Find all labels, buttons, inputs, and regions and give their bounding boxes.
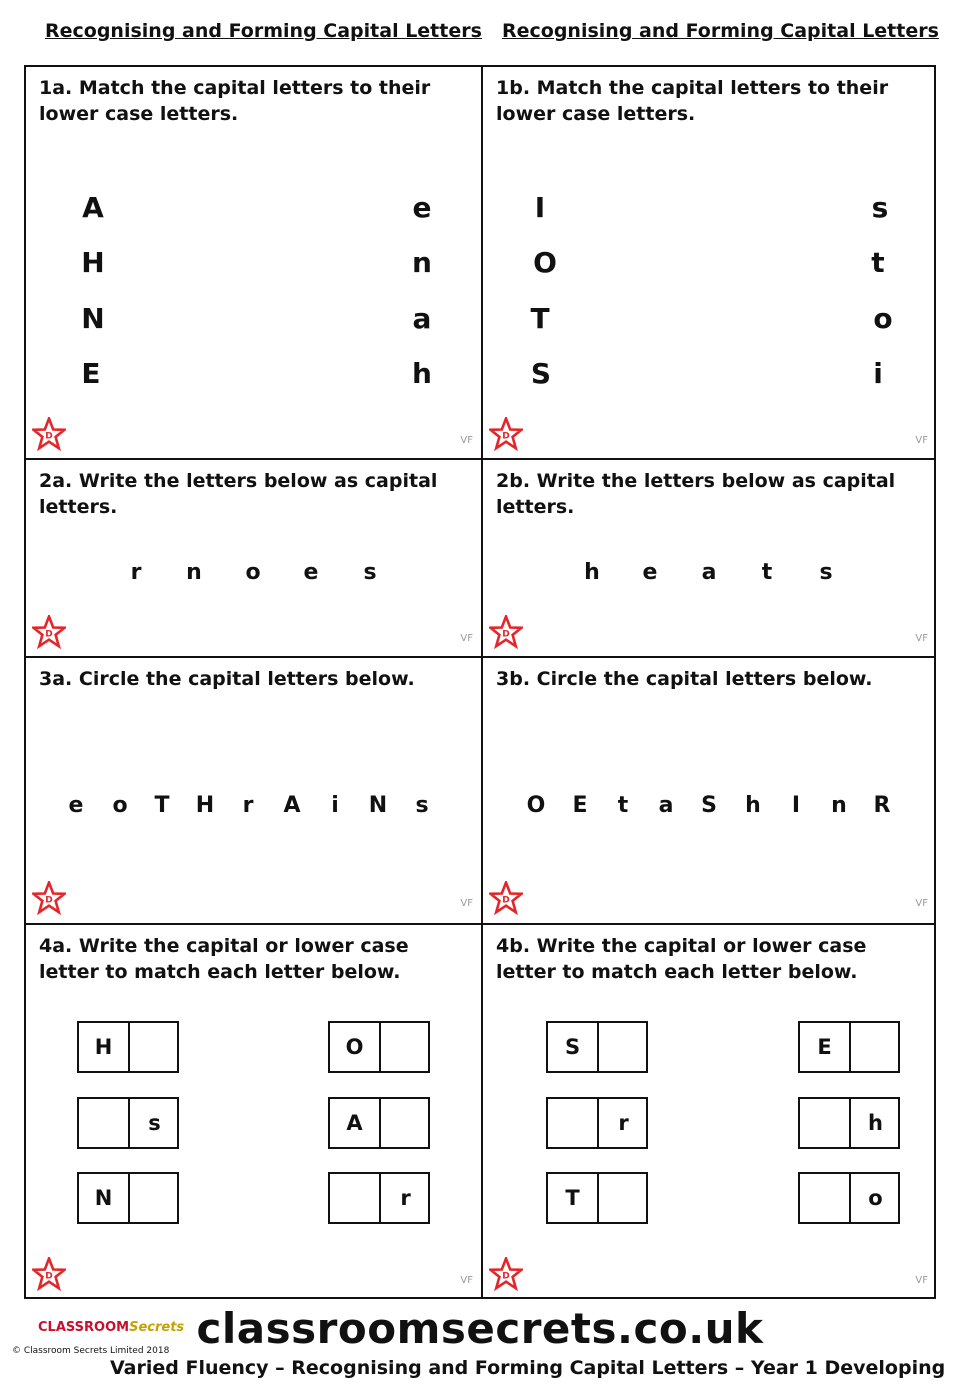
vf-label: VF: [915, 1275, 928, 1286]
letter-pair-box: [77, 1172, 179, 1224]
letter: e: [68, 793, 84, 818]
letter-pair-box: [328, 1021, 430, 1073]
letter-cell[interactable]: [851, 1023, 900, 1071]
question-1a: [26, 67, 481, 458]
lowercase-letter: s: [871, 191, 889, 224]
worksheet-grid: [24, 65, 936, 1299]
letter: H: [195, 793, 215, 818]
letter: A: [283, 793, 301, 818]
letter-cell[interactable]: r: [400, 1186, 411, 1210]
star-label: D: [502, 895, 510, 906]
letter: s: [819, 560, 833, 585]
question-4b-text: 4b. Write the capital or lower case letter to match each letter below.: [496, 935, 867, 983]
letter: N: [368, 793, 388, 818]
letter: S: [701, 793, 717, 818]
question-3a: [26, 658, 481, 923]
letter: a: [658, 793, 674, 818]
letter-cell[interactable]: T: [565, 1186, 580, 1210]
star-icon: [32, 417, 66, 451]
website-url: classroomsecrets.co.uk: [196, 1304, 764, 1353]
capital-letter: H: [81, 246, 105, 279]
question-2a-text: 2a. Write the letters below as capital letters.: [39, 470, 438, 518]
star-icon: [32, 1257, 66, 1291]
question-3a-text: 3a. Circle the capital letters below.: [39, 668, 415, 690]
letter: t: [617, 793, 629, 818]
letter: s: [415, 793, 429, 818]
star-label: D: [45, 895, 53, 906]
letter-pair-box: [798, 1097, 900, 1149]
letter: n: [831, 793, 847, 818]
letter: r: [242, 793, 254, 818]
vf-label: VF: [460, 633, 473, 644]
letter-pair-box: [546, 1021, 648, 1073]
capital-letter: A: [82, 191, 104, 224]
lowercase-letter: h: [412, 357, 432, 390]
letter: t: [761, 560, 773, 585]
letter: e: [642, 560, 658, 585]
vf-label: VF: [460, 1275, 473, 1286]
star-label: D: [502, 1271, 510, 1282]
letter-pair-box: [77, 1097, 179, 1149]
letter: T: [154, 793, 170, 818]
letter-pair-box: [77, 1021, 179, 1073]
question-1a-text: 1a. Match the capital letters to their lower case letters.: [39, 77, 431, 125]
lowercase-letter: i: [873, 357, 883, 390]
letter: o: [112, 793, 128, 818]
letter: R: [873, 793, 891, 818]
letter-cell[interactable]: [599, 1023, 648, 1071]
question-4a: [26, 925, 481, 1299]
star-label: D: [45, 1271, 53, 1282]
page-title-left: Recognising and Forming Capital Letters: [45, 20, 482, 42]
letter-cell[interactable]: h: [868, 1111, 883, 1135]
letter-cell[interactable]: [130, 1023, 179, 1071]
letter-cell[interactable]: E: [817, 1035, 832, 1059]
capital-letter: N: [81, 302, 105, 335]
question-1b-text: 1b. Match the capital letters to their lower case letters.: [496, 77, 889, 125]
letter: h: [745, 793, 761, 818]
capital-letter: O: [533, 246, 557, 279]
letter: I: [791, 793, 801, 818]
letter-pair-box: [798, 1021, 900, 1073]
question-3b-text: 3b. Circle the capital letters below.: [496, 668, 873, 690]
question-2b-text: 2b. Write the letters below as capital letters.: [496, 470, 896, 518]
letter-cell[interactable]: [800, 1099, 849, 1147]
letter: n: [186, 560, 202, 585]
letter-pair-box: [328, 1172, 430, 1224]
footer-subtitle: Varied Fluency – Recognising and Forming Capital Letters – Year 1 Developing: [110, 1357, 946, 1379]
letter-cell[interactable]: [599, 1174, 648, 1222]
letter-cell[interactable]: [381, 1099, 430, 1147]
lowercase-letter: o: [873, 302, 893, 335]
logo-main: CLASSROOM: [38, 1320, 130, 1335]
vf-label: VF: [915, 898, 928, 909]
letter-cell[interactable]: H: [94, 1035, 113, 1059]
letter: s: [363, 560, 377, 585]
question-4a-text: 4a. Write the capital or lower case letter to match each letter below.: [39, 935, 409, 983]
star-icon: [32, 881, 66, 915]
lowercase-letter: e: [412, 191, 432, 224]
letter-pair-box: [546, 1172, 648, 1224]
star-icon: [489, 1257, 523, 1291]
letter: e: [303, 560, 319, 585]
letter: O: [526, 793, 546, 818]
star-icon: [489, 615, 523, 649]
vf-label: VF: [460, 898, 473, 909]
letter-cell[interactable]: [330, 1174, 379, 1222]
letter-pair-box: [328, 1097, 430, 1149]
star-icon: [32, 615, 66, 649]
letter: a: [701, 560, 717, 585]
letter: i: [331, 793, 339, 818]
letter-cell[interactable]: [130, 1174, 179, 1222]
letter-cell[interactable]: r: [618, 1111, 629, 1135]
star-label: D: [45, 629, 53, 640]
page-title-right: Recognising and Forming Capital Letters: [502, 20, 939, 42]
star-label: D: [502, 431, 510, 442]
lowercase-letter: a: [412, 302, 432, 335]
letter: r: [130, 560, 142, 585]
capital-letter: I: [534, 191, 546, 224]
star-icon: [489, 417, 523, 451]
question-4b: [483, 925, 936, 1299]
letter: o: [245, 560, 261, 585]
letter-pair-box: [546, 1097, 648, 1149]
star-icon: [489, 881, 523, 915]
letter-cell[interactable]: [800, 1174, 849, 1222]
star-label: D: [45, 431, 53, 442]
question-2b: [483, 460, 936, 656]
lowercase-letter: n: [412, 246, 432, 279]
vf-label: VF: [915, 435, 928, 446]
copyright-text: © Classroom Secrets Limited 2018: [12, 1346, 170, 1356]
letter-cell[interactable]: N: [94, 1186, 113, 1210]
question-3b: [483, 658, 936, 923]
letter-cell[interactable]: s: [148, 1111, 161, 1135]
letter-cell[interactable]: o: [868, 1186, 883, 1210]
capital-letter: E: [81, 357, 101, 390]
question-2a: [26, 460, 481, 656]
letter-cell[interactable]: [381, 1023, 430, 1071]
question-1b: [483, 67, 936, 458]
capital-letter: T: [530, 302, 550, 335]
letter-pair-box: [798, 1172, 900, 1224]
vf-label: VF: [915, 633, 928, 644]
letter-cell[interactable]: A: [346, 1111, 363, 1135]
logo-accent: Secrets: [129, 1320, 185, 1335]
lowercase-letter: t: [871, 246, 885, 279]
letter: h: [584, 560, 600, 585]
star-label: D: [502, 629, 510, 640]
letter-cell[interactable]: S: [564, 1035, 581, 1059]
letter-cell[interactable]: [548, 1099, 597, 1147]
letter-cell[interactable]: O: [345, 1035, 364, 1059]
letter: E: [572, 793, 588, 818]
capital-letter: S: [530, 357, 552, 390]
letter-cell[interactable]: [79, 1099, 128, 1147]
vf-label: VF: [460, 435, 473, 446]
